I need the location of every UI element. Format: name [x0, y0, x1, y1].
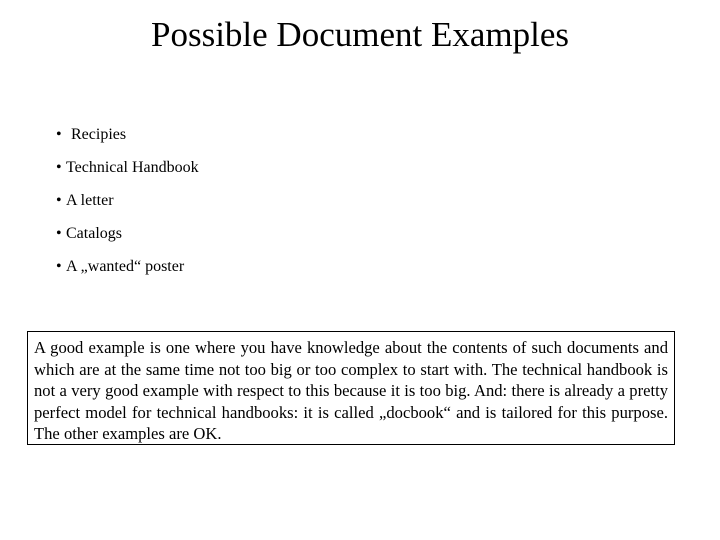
bullet-text: Recipies	[71, 126, 127, 143]
note-box	[27, 331, 675, 445]
bullet-text: A letter	[66, 192, 114, 209]
note-text: A good example is one where you have knowledge about the contents of such documents and which are at the same time not too big or too complex to start with. The technical handbook is not a very good example with respect to this because it is too big. And: there is already a pretty perfect model for technical handbooks: it is called „docbook“ and is tailored for this purpose. The other examples are OK.	[34, 338, 668, 443]
bullet-list	[56, 124, 199, 289]
bullet-text: Catalogs	[66, 225, 122, 242]
bullet-item-recipies	[56, 124, 199, 157]
bullet-item-wanted-poster	[56, 256, 199, 289]
bullet-text: Technical Handbook	[66, 159, 199, 176]
bullet-dot-icon: •	[56, 225, 62, 242]
bullet-item-technical-handbook	[56, 157, 199, 190]
bullet-dot-icon: •	[56, 192, 62, 209]
bullet-item-letter	[56, 190, 199, 223]
bullet-text: A „wanted“ poster	[66, 258, 185, 275]
bullet-dot-icon: •	[56, 126, 62, 143]
slide-title: Possible Document Examples	[150, 15, 569, 54]
bullet-item-catalogs	[56, 223, 199, 256]
bullet-dot-icon: •	[56, 159, 62, 176]
bullet-dot-icon: •	[56, 258, 62, 275]
